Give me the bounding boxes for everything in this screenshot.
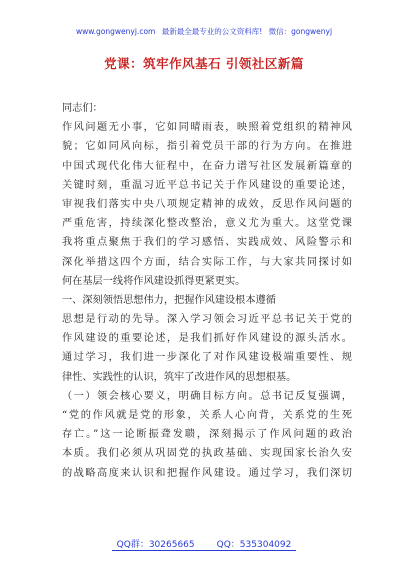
- document-title: 党课：筑牢作风基石 引领社区新篇: [104, 56, 304, 71]
- footer-rule: [112, 550, 296, 551]
- body-line: 律性、实践性的认识，筑牢了改进作风的思想根基。: [62, 371, 297, 383]
- body-line: 审视我们落实中央八项规定精神的成效，反思作风问题的: [62, 198, 352, 210]
- body-line: 何在基层一线将作风建设抓得更紧更实。: [62, 275, 246, 287]
- body-line: 同志们：: [62, 103, 103, 114]
- body-line: 关键时刻，重温习近平总书记关于作风建设的重要论述，: [62, 179, 352, 191]
- page-header: [0, 26, 408, 37]
- document-body: [62, 99, 352, 483]
- section-heading: 一、深刻领悟思想伟力，把握作风建设根本遵循: [62, 294, 276, 306]
- body-line: 作风问题无小事，它如同晴雨表，映照着党组织的精神风: [62, 122, 352, 134]
- body-line: 貌；它如同风向标，指引着党员干部的行为方向。在推进: [62, 141, 352, 153]
- body-line: 的战略高度来认识和把握作风建设。通过学习，我们深切: [62, 467, 352, 479]
- body-line: 中国式现代化伟大征程中，在奋力谱写社区发展新篇章的: [62, 160, 352, 172]
- site-slogan: 最新最全最专业的公文资料库!: [161, 27, 263, 36]
- body-line: 严重危害，持续深化整改整治，意义尤为重大。这堂党课: [62, 218, 352, 230]
- qq-group: QQ群：30265665: [116, 540, 195, 550]
- site-link[interactable]: www.gongwenyj.com: [75, 27, 156, 36]
- body-line: 我将重点聚焦于我们的学习感悟、实践成效、风险警示和: [62, 237, 352, 249]
- body-line: 存亡。”这一论断振聋发聩，深刻揭示了作风问题的政治: [62, 429, 352, 441]
- body-line: “党的作风就是党的形象，关系人心向背，关系党的生死: [62, 410, 352, 421]
- body-line: （一）领会核心要义，明确目标方向。总书记反复强调，: [62, 390, 352, 402]
- body-line: 作风建设的重要论述，是我们抓好作风建设的源头活水。: [62, 333, 352, 345]
- page-footer: [0, 537, 408, 550]
- body-line: 本质。我们必须从巩固党的执政基础、实现国家长治久安: [62, 448, 352, 460]
- body-line: 深化举措这四个方面，结合实际工作，与大家共同探讨如: [62, 256, 352, 268]
- body-line: 思想是行动的先导。深入学习领会习近平总书记关于党的: [62, 314, 352, 326]
- body-line: 通过学习，我们进一步深化了对作风建设极端重要性、规: [62, 352, 352, 364]
- wechat-id: 微信：gongwenyj: [268, 27, 333, 36]
- qq-number: QQ：535304092: [216, 540, 292, 550]
